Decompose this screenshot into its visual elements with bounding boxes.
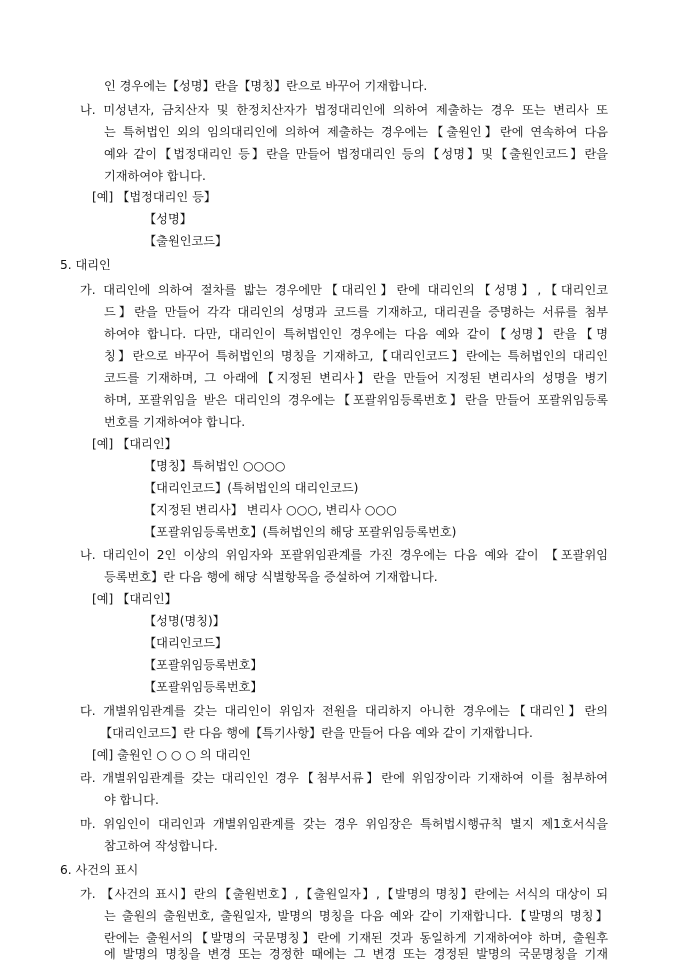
paragraph-line: 나. 대리인이 2인 이상의 위임자와 포괄위임관계를 가진 경우에는 다음 예와 같이 【포괄위임 xyxy=(80,548,608,562)
paragraph-line: 에 발명의 명칭을 변경 또는 경정한 때에는 그 변경 또는 경정된 발명의 국문명칭을 기재 xyxy=(104,947,608,961)
paragraph-line: 나. 미성년자, 금치산자 및 한정치산자가 법정대리인에 의하여 제출하는 경우 또는 변리사 또 xyxy=(80,103,608,117)
paragraph-line: 가. 【사건의 표시】란의【출원번호】,【출원일자】,【발명의 명칭】란에는 서식의 대상이 되 xyxy=(80,887,608,901)
paragraph-line: 예와 같이【법정대리인 등】란을 만들어 법정대리인 등의【성명】및【출원인코드】란을 xyxy=(104,147,608,161)
example-field: 【대리인코드】 xyxy=(144,636,228,650)
paragraph-line: 번호를 기재하여야 합니다. xyxy=(104,415,246,429)
paragraph-line: 란에는 출원서의【발명의 국문명칭】란에 기재된 것과 동일하게 기재하여야 하며, 출원후 xyxy=(104,931,608,945)
paragraph-line: 하여야 합니다. 다만, 대리인이 특허법인인 경우에는 다음 예와 같이【성명】란을【명 xyxy=(104,327,608,341)
example-field: 【포괄위임등록번호】(특허법인의 해당 포괄위임등록번호) xyxy=(144,525,457,539)
paragraph-line: 가. 대리인에 의하여 절차를 밟는 경우에만【대리인】란에 대리인의【성명】,【대리인코 xyxy=(80,283,608,297)
example-field: 【포괄위임등록번호】 xyxy=(144,680,263,694)
paragraph-line: 는 출원의 출원번호, 출원일자, 발명의 명칭을 다음 예와 같이 기재합니다.【발명의 명칭】 xyxy=(104,909,608,923)
paragraph-line: 코드를 기재하며, 그 아래에【지정된 변리사】란을 만들어 지정된 변리사의 성명을 병기 xyxy=(104,371,608,385)
paragraph-line: 다. 개별위임관계를 갖는 대리인이 위임자 전원을 대리하지 아니한 경우에는【대리인】란의 xyxy=(80,704,608,718)
example-field: 【포괄위임등록번호】 xyxy=(144,658,263,672)
paragraph-line: 등록번호】란 다음 행에 해당 식별항목을 증설하여 기재합니다. xyxy=(104,570,438,584)
paragraph-line: 하며, 포괄위임을 받은 대리인의 경우에는【포괄위임등록번호】란을 만들어 포괄위임등록 xyxy=(104,393,608,407)
paragraph-line: 는 특허법인 외의 임의대리인에 의하여 제출하는 경우에는【출원인】란에 연속하여 다음 xyxy=(104,125,608,139)
paragraph-continuation-line: 인 경우에는【성명】란을【명칭】란으로 바꾸어 기재합니다. xyxy=(104,79,428,93)
paragraph-line: 기재하여야 합니다. xyxy=(104,169,206,183)
paragraph-line: 라. 개별위임관계를 갖는 대리인인 경우【첨부서류】란에 위임장이라 기재하여 이를 첨부하여 xyxy=(80,771,608,785)
paragraph-line: 드】란을 만들어 각각 대리인의 성명과 코드를 기재하고, 대리권을 증명하는 서류를 첨부 xyxy=(104,305,608,319)
section-heading-agent: 5. 대리인 xyxy=(60,258,111,272)
example-heading: [예] 【대리인】 xyxy=(92,592,177,606)
section-heading-case-indication: 6. 사건의 표시 xyxy=(60,863,139,877)
paragraph-line: 마. 위임인이 대리인과 개별위임관계를 갖는 경우 위임장은 특허법시행규칙 별지 제1호서식을 xyxy=(80,817,608,831)
example-special-note: [예] 출원인 ○ ○ ○ 의 대리인 xyxy=(92,748,251,762)
paragraph-line: 야 합니다. xyxy=(104,793,159,807)
paragraph-line: 【대리인코드】란 다음 행에【특기사항】란을 만들어 다음 예와 같이 기재합니다. xyxy=(100,726,533,740)
example-heading: [예] 【법정대리인 등】 xyxy=(92,190,217,204)
example-heading: [예] 【대리인】 xyxy=(92,437,177,451)
example-field: 【성명(명칭)】 xyxy=(144,614,225,628)
paragraph-line: 참고하여 작성합니다. xyxy=(104,839,218,853)
example-field: 【명칭】특허법인 ○○○○ xyxy=(144,459,286,473)
example-field: 【지정된 변리사】 변리사 ○○○, 변리사 ○○○ xyxy=(144,503,397,517)
example-field: 【성명】 xyxy=(144,212,192,226)
example-field: 【출원인코드】 xyxy=(144,234,228,248)
paragraph-line: 칭】란으로 바꾸어 특허법인의 명칭을 기재하고,【대리인코드】란에는 특허법인의 대리인 xyxy=(104,349,608,363)
example-field: 【대리인코드】(특허법인의 대리인코드) xyxy=(144,481,359,495)
